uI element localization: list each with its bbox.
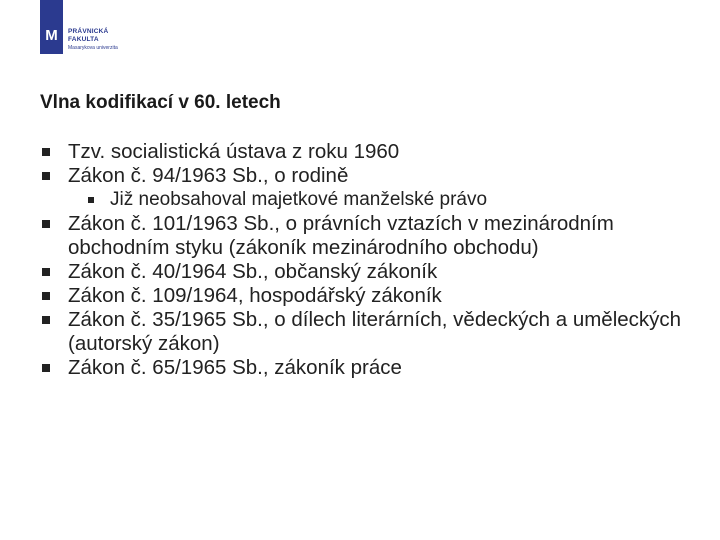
bullet-text: Zákon č. 94/1963 Sb., o rodině — [68, 164, 349, 187]
slide-title: Vlna kodifikací v 60. letech — [40, 92, 281, 113]
logo-text — [68, 28, 118, 53]
bullet-item — [40, 308, 690, 356]
bullet-text: Zákon č. 109/1964, hospodářský zákoník — [68, 284, 442, 307]
bullet-list — [40, 140, 690, 380]
square-bullet-icon — [42, 268, 50, 276]
square-bullet-icon — [42, 172, 50, 180]
bullet-text: Již neobsahoval majetkové manželské právo — [110, 189, 488, 210]
logo-line-2: FAKULTA — [68, 36, 99, 43]
square-bullet-icon — [42, 364, 50, 372]
logo-line-1: PRÁVNICKÁ — [68, 28, 109, 35]
bullet-item — [40, 284, 690, 308]
bullet-item — [40, 164, 690, 188]
bullet-text: Zákon č. 101/1963 Sb., o právních vztazích v mezinárodním obchodním styku (zákoník mezinárodního obchodu) — [68, 212, 614, 259]
bullet-text: Zákon č. 65/1965 Sb., zákoník práce — [68, 356, 402, 379]
square-bullet-icon — [42, 292, 50, 300]
bullet-item — [40, 260, 690, 284]
bullet-text: Tzv. socialistická ústava z roku 1960 — [68, 140, 400, 163]
bullet-item — [40, 356, 690, 380]
square-bullet-icon — [42, 148, 50, 156]
logo-mark: M — [45, 27, 58, 44]
logo-line-3: Masarykova univerzita — [68, 45, 118, 51]
sub-bullet-item — [40, 188, 690, 212]
bullet-text: Zákon č. 40/1964 Sb., občanský zákoník — [68, 260, 438, 283]
square-bullet-icon — [42, 220, 50, 228]
bullet-text: Zákon č. 35/1965 Sb., o dílech literárních, vědeckých a uměleckých (autorský zákon) — [68, 308, 682, 355]
square-bullet-icon — [88, 197, 94, 203]
bullet-item — [40, 140, 690, 164]
bullet-item — [40, 212, 690, 260]
square-bullet-icon — [42, 316, 50, 324]
